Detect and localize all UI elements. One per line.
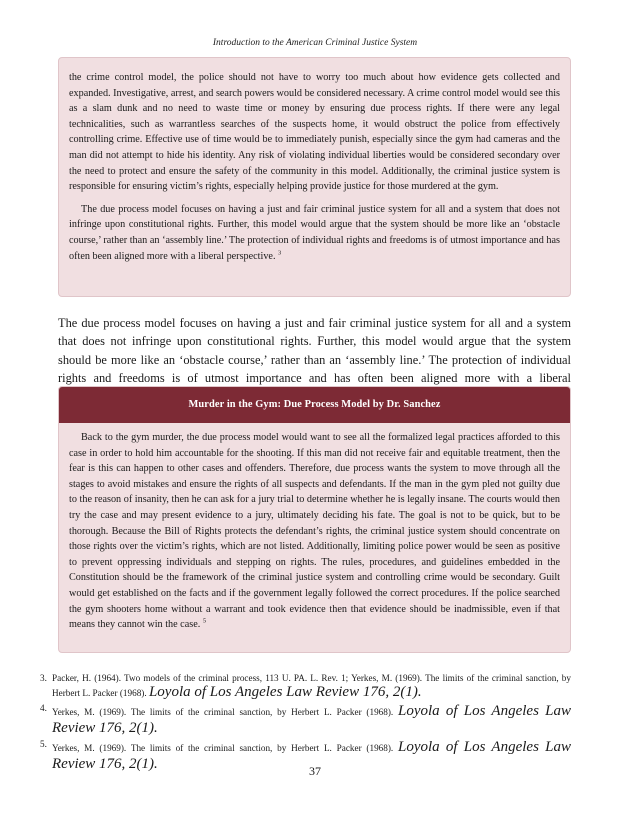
footnote-journal: Loyola of Los Angeles Law Review 176, 2(1). [52,703,571,737]
textbox-paragraph [69,202,560,264]
footnote-ref[interactable]: 3 [278,249,282,257]
footnote-ref[interactable]: 5 [202,617,207,625]
textbox-paragraph-text: The due process model focuses on having a just and fair criminal justice system for all and a system that does not infringe upon constitutional rights. Further, this model would argue that the system should be more like an ‘obstacle course,’ rather than an ‘assembly line.’ The protection of individual rights and freedoms is of utmost importance and has often been aligned more with a liberal perspective. [69,203,560,262]
footnote-text: Packer, H. (1964). Two models of the criminal process, 113 U. PA. L. Rev. 1; Yerkes, M. (1969). The limits of the criminal sanction, by Herbert L. Packer (1968). [52,673,571,699]
footnote-text: Yerkes, M. (1969). The limits of the criminal sanction, by Herbert L. Packer (1968). [52,743,394,754]
continued-textbox [58,57,571,297]
page-number: 37 [309,764,321,778]
textbox-paragraph-text: Back to the gym murder, the due process model would want to see all the formalized legal practices afforded to this case in order to hold him accountable for the shooting. If this man did not receive fair and equitable treatment, then the fear is this can happen to other cases and offenders. Therefore, due process wants the system to move through all the stages to avoid mistakes and ensure the rights of all suspects and defendants. If the man in the gym pled not guilty due to the reason of insanity, then he can ask for a jury trial to determine whether he is legally insane. The courts would then try the case and may present evidence to a jury, ultimately deciding his fate. The goal is not to be quick, but to be thorough. Because the Bill of Rights protects the defendant’s rights, the criminal justice system should concentrate on those rights over the victim’s rights, which are not listed. Additionally, limiting police power would be seen as positive to prevent oppressing individuals and stepping on rights. The rules, procedures, and guidelines embedded in the Constitution should be the framework of the criminal justice system and controlling crime would be secondary. Guilt would get established on the facts and if the government legally followed the correct procedures. If the police searched the gym shooters home without a warrant and took evidence then that evidence should be inadmissible, even if that means they cannot win the case. [69,432,560,631]
footnote-item [40,703,571,737]
footnote-text: Yerkes, M. (1969). The limits of the criminal sanction, by Herbert L. Packer (1968). [52,707,394,718]
textbox-title: Murder in the Gym: Due Process Model by Dr. Sanchez [59,387,570,423]
footnote-number: 4. [40,703,47,714]
footnote-number: 5. [40,739,47,750]
textbox-paragraph [69,430,560,633]
footnote-item [40,673,571,701]
footnotes-list [40,673,571,775]
footnote-number: 3. [40,673,47,683]
body-paragraph-text: The due process model focuses on having a just and fair criminal justice system for all and a system that does not infringe upon constitutional rights. Further, this model would argue that the system should be more like an ‘obstacle course,’ rather than an ‘assembly line.’ The protection of individual rights and freedoms is of utmost importance and has often been aligned more with a liberal [58,316,571,386]
running-header: Introduction to the American Criminal Justice System [212,38,418,48]
textbox-body [59,423,570,633]
case-study-textbox [58,386,571,653]
footnote-journal: Loyola of Los Angeles Law Review 176, 2(1). [52,739,571,773]
footnote-journal: Loyola of Los Angeles Law Review 176, 2(1). [148,684,422,701]
textbox-paragraph: the crime control model, the police should not have to worry too much about how evidence gets collected and expanded. Investigative, arrest, and search powers would be considered necessary. A crime control model would see this as a slam dunk and no need to waste time or money by ensuring due process rights. If there were any legal technicalities, such as warrantless searches of the suspects home, it would obstruct the police from effectively controlling crime. Effective use of time would be to immediately punish, especially since the gym had cameras and the man did not attempt to hide his identity. Any risk of violating individual liberties would be considered secondary over the need to protect and ensure the safety of the community in this model. Additionally, the criminal justice system is responsible for ensuring victim’s rights, especially helping provide justice for those murdered at the gym. [69,72,560,193]
